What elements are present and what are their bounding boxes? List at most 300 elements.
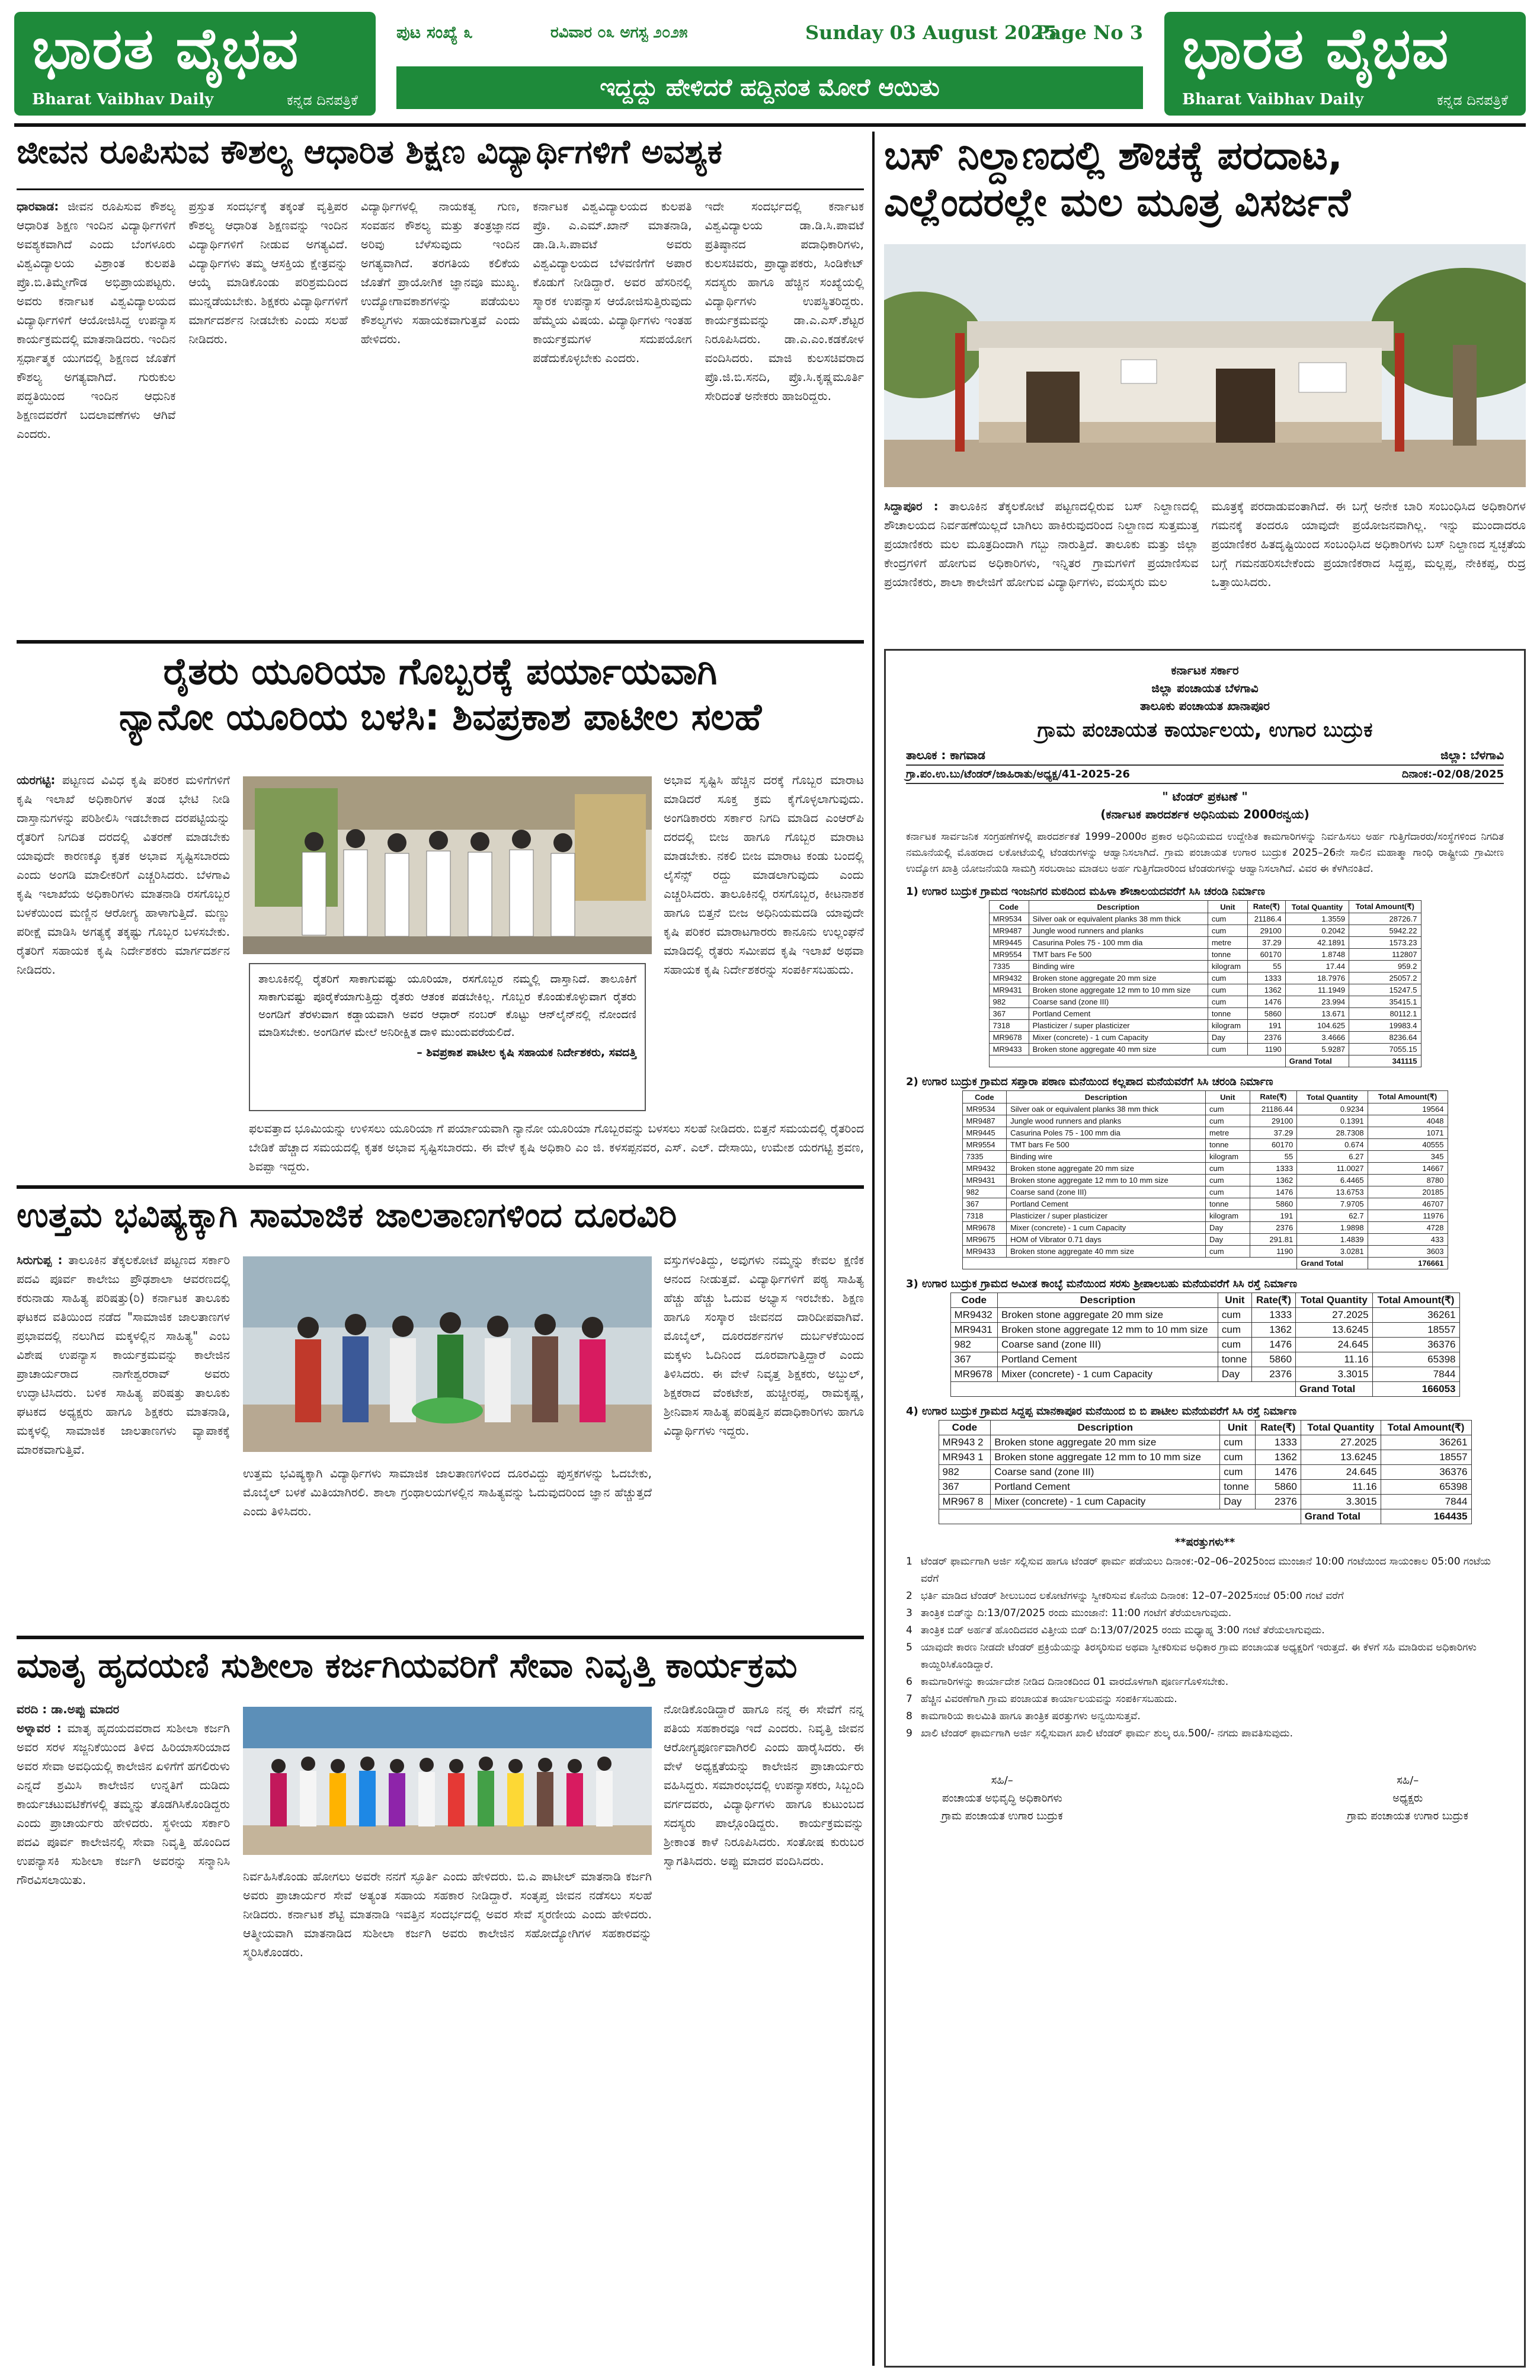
table-cell: 0.2042 (1285, 925, 1349, 937)
bill-of-materials-table-1 (989, 900, 1421, 1067)
table-cell: 60170 (1250, 1139, 1297, 1151)
article-body-mid (243, 1867, 652, 2365)
table-cell: Broken stone aggregate 12 mm to 10 mm size (1007, 1175, 1206, 1186)
table-cell: 367 (950, 1352, 997, 1367)
table-cell: 5860 (1255, 1480, 1301, 1495)
condition-number: 7 (906, 1693, 913, 1705)
column-header: Total Quantity (1297, 1091, 1368, 1103)
table-cell: kilogram (1208, 1020, 1247, 1032)
table-cell: cum (1218, 1323, 1251, 1338)
table-cell: Broken stone aggregate 40 mm size (1007, 1246, 1206, 1258)
condition-text: ಹೆಚ್ಚಿನ ವಿವರಣೆಗಾಗಿ ಗ್ರಾಮ ಪಂಚಾಯತ ಕಾರ್ಯಾಲಯವನ್ನು ಸಂಪರ್ಕಿಸಬಹುದು. (920, 1693, 1177, 1705)
logo-english-name: Bharat Vaibhav Daily (1182, 91, 1364, 108)
table-cell: 7318 (962, 1210, 1007, 1222)
column-header: Unit (1208, 901, 1247, 913)
notice-taluk-panchayat: ತಾಲೂಕು ಪಂಚಾಯತ ಖಾನಾಪೂರ (1139, 699, 1270, 713)
bill-of-materials-table-4 (939, 1420, 1472, 1524)
table-cell: Plasticizer / super plasticizer (1029, 1020, 1208, 1032)
article-paragraph: ಮೂತ್ರಕ್ಕೆ ಪರದಾಡುವಂತಾಗಿದೆ. ಈ ಬಗ್ಗೆ ಅನೇಕ ಬಾರಿ ಸಂಬಂಧಿಸಿದ ಅಧಿಕಾರಿಗಳ ಗಮನಕ್ಕೆ ತಂದರೂ ಯಾವುದೇ ಪ್ರಯೋಜನವಾಗಿಲ್ಲ. ಇನ್ನು ಮುಂದಾದರೂ ಪ್ರಯಾಣಿಕರ ಹಿತದೃಷ್ಟಿಯಿಂದ ಸಂಬಂಧಿಸಿದ ಅಧಿಕಾರಿಗಳು ಬಸ್ ನಿಲ್ದಾಣದ ಸ್ವಚ್ಛತೆಯ ಬಗ್ಗೆ ಗಮನಹರಿಸಬೇಕೆಂದು ಪ್ರಯಾಣಿಕರಾದ ಸಿದ್ದಪ್ಪ, ಮಲ್ಲಪ್ಪ, ನೇಕಿಕಪ್ಪ, ರುದ್ರ ಒತ್ತಾಯಿಸಿದರು. (1211, 499, 1526, 589)
table-row (989, 949, 1421, 961)
logo-title: ಭಾರತ ವೈಭವ (32, 15, 300, 82)
table-cell: 1476 (1250, 1186, 1297, 1198)
table-cell: 18557 (1381, 1450, 1471, 1465)
signature-line: ಪಂಚಾಯತ ಅಭಿವೃದ್ಧಿ ಅಧಿಕಾರಿಗಳು (942, 1792, 1062, 1805)
table-cell: Mixer (concrete) - 1 cum Capacity (991, 1495, 1220, 1509)
table-cell: 1476 (1247, 996, 1285, 1008)
table-cell: 3603 (1368, 1246, 1448, 1258)
masthead (14, 12, 1526, 116)
table-row (962, 1127, 1448, 1139)
table-cell: Silver oak or equivalent planks 38 mm thick (1007, 1103, 1206, 1115)
table-cell: 11976 (1368, 1210, 1448, 1222)
table-cell: 13.671 (1285, 1008, 1349, 1020)
table-cell: Portland Cement (991, 1480, 1220, 1495)
article-paragraph: ತಾಲೂಕಿನ ತೆಕ್ಕಲಕೋಟೆ ಪಟ್ಟಣದ ಸರ್ಕಾರಿ ಪದವಿ ಪೂರ್ವ ಕಾಲೇಜು ಪ್ರೌಢಶಾಲಾ ಆವರಣದಲ್ಲಿ ಕರುನಾಡು ಸಾಹಿತ್ಯ ಪರಿಷತ್ತು(ರಿ) ಕರ್ನಾಟಕ ತಾಲೂಕು ಘಟಕದ ವತಿಯಿಂದ ನಡೆದ "ಸಾಮಾಜಿಕ ಜಾಲತಾಣಗಳ ಪ್ರಭಾವದಲ್ಲಿ ನಲುಗಿದ ಮಕ್ಕಳಲ್ಲಿನ ಸಾಹಿತ್ಯ" ಎಂಬ ವಿಶೇಷ ಉಪನ್ಯಾಸ ಕಾರ್ಯಕ್ರಮವನ್ನು ಕಾಲೇಜಿನ ಪ್ರಾಚಾರ್ಯರಾದ ನಾಗೇಶ್ವರರಾವ್ ಅವರು ಉದ್ಘಾಟಿಸಿದರು. ಬಳಿಕ ಸಾಹಿತ್ಯ ಪರಿಷತ್ತು ತಾಲೂಕು ಘಟಕದ ಅಧ್ಯಕ್ಷರು ಹಾಗೂ ಶಿಕ್ಷಕರು ಮಾತನಾಡಿ, ಮಕ್ಕಳಲ್ಲಿ ಸಾಮಾಜಿಕ ಜಾಲತಾಣಗಳು ವ್ಯಾಪಾಕಕ್ಕೆ ಮಾರಕವಾಗುತ್ತಿವೆ. (17, 1253, 230, 1457)
table-cell: Day (1206, 1234, 1250, 1246)
notice-office: ಗ್ರಾಮ ಪಂಚಾಯತ ಕಾರ್ಯಾಲಯ, ಉಗಾರ ಬುದ್ರುಕ (1037, 718, 1373, 742)
table-cell: MR9534 (962, 1103, 1007, 1115)
table-cell: 28726.7 (1349, 913, 1421, 925)
notice-intro: ಕರ್ನಾಟಕ ಸಾರ್ವಜನಿಕ ಸಂಗ್ರಹಣೆಗಳಲ್ಲಿ ಪಾರದರ್ಶಕತೆ 1999–2000ರ ಪ್ರಕಾರ ಅಧಿನಿಯಮದ ಉದ್ದೇಶಿತ ಕಾಮಗಾರಿಗಳನ್ನು ನಿರ್ವಹಿಸಲು ಅರ್ಹ ಗುತ್ತಿಗೆದಾರರು/ಸಂಸ್ಥೆಗಳಿಂದ ನಿಗದಿತ ನಮೂನೆಯಲ್ಲಿ ಮೊಹರಾದ ಲಕೋಟೆಯಲ್ಲಿ ಟೆಂಡರುಗಳನ್ನು ಆಹ್ವಾನಿಸಲಾಗಿದೆ. ಗ್ರಾಮ ಪಂಚಾಯತ ಉಗಾರ ಬುದ್ರುಕ 2025–26ನೇ ಸಾಲಿನ ಮಹಾತ್ಮಾ ಗಾಂಧಿ ರಾಷ್ಟ್ರೀಯ ಗ್ರಾಮೀಣ ಉದ್ಯೋಗ ಖಾತ್ರಿ ಯೋಜನೆಯಡಿ ಸಾಮಗ್ರಿ ಸರಬರಾಜು ಮಾಡಲು ಅರ್ಹ ಗುತ್ತಿಗೆದಾರರಿಂದ ಟೆಂಡರುಗಳನ್ನು ಆಹ್ವಾನಿಸಲಾಗಿದೆ. ವಿವರ ಈ ಕೆಳಗಿನಂತಿದೆ. (906, 831, 1504, 875)
table-cell: 4728 (1368, 1222, 1448, 1234)
bill-of-materials-table-3 (950, 1293, 1460, 1397)
article-paragraph: ನೋಡಿಕೊಂಡಿದ್ದಾರೆ ಹಾಗೂ ನನ್ನ ಈ ಸೇವೆಗೆ ನನ್ನ ಪತಿಯ ಸಹಕಾರವೂ ಇದೆ ಎಂದರು. ನಿವೃತ್ತಿ ಜೀವನ ಆರೋಗ್ಯಪೂರ್ಣವಾಗಿರಲಿ ಎಂದು ಹಾರೈಸಿದರು. ಈ ವೇಳೆ ಅಧ್ಯಕ್ಷತೆಯನ್ನು ಕಾಲೇಜಿನ ಪ್ರಾಚಾರ್ಯರು ವಹಿಸಿದ್ದರು. ಸಮಾರಂಭದಲ್ಲಿ ಉಪನ್ಯಾಸಕರು, ಸಿಬ್ಬಂದಿ ವರ್ಗದವರು, ವಿದ್ಯಾರ್ಥಿಗಳು ಹಾಗೂ ಕುಟುಂಬದ ಸದಸ್ಯರು ಪಾಲ್ಗೊಂಡಿದ್ದರು. ಕಾರ್ಯಕ್ರಮವನ್ನು ಶ್ರೀಕಾಂತ ಕಾಳೆ ನಿರೂಪಿಸಿದರು. ಸಂತೋಷ ಕುರುಬರ ಸ್ವಾಗತಿಸಿದರು. ಅಪ್ಪು ಮಾದರ ವಂದಿಸಿದರು. (664, 1702, 864, 1868)
notice-taluk: ತಾಲೂಕ : ಕಾಗವಾಡ (906, 748, 985, 762)
article-column (664, 1700, 864, 2363)
table-cell: 14667 (1368, 1163, 1448, 1175)
table-cell: cum (1208, 996, 1247, 1008)
article-paragraph: ಪ್ರಸ್ತುತ ಸಂದರ್ಭಕ್ಕೆ ತಕ್ಕಂತೆ ವೃತ್ತಿಪರ ಕೌಶಲ್ಯ ಆಧಾರಿತ ಶಿಕ್ಷಣವನ್ನು ಇಂದಿನ ವಿದ್ಯಾರ್ಥಿಗಳಿಗೆ ನೀಡುವ ಅಗತ್ಯವಿದೆ. ವಿದ್ಯಾರ್ಥಿಗಳು ತಮ್ಮ ಆಸಕ್ತಿಯ ಕ್ಷೇತ್ರವನ್ನು ಆಯ್ಕೆ ಮಾಡಿಕೊಂಡು ಪರಿಶ್ರಮದಿಂದ ಮುನ್ನಡೆಯಬೇಕು. ಶಿಕ್ಷಕರು ವಿದ್ಯಾರ್ಥಿಗಳಿಗೆ ಮಾರ್ಗದರ್ಶನ ನೀಡಬೇಕು ಎಂದು ಸಲಹೆ ನೀಡಿದರು. (188, 199, 348, 346)
table-cell: 35415.1 (1349, 996, 1421, 1008)
table-cell: 5860 (1252, 1352, 1296, 1367)
notice-zilla-panchayat: ಜಿಲ್ಲಾ ಪಂಚಾಯತ ಬೆಳಗಾವಿ (1151, 681, 1259, 695)
table-cell: 36261 (1372, 1308, 1459, 1323)
article-column (705, 197, 864, 635)
article-column (17, 1700, 230, 2363)
table-cell: cum (1206, 1103, 1250, 1115)
table-cell: MR9445 (962, 1127, 1007, 1139)
bus-stand-toilet-photo (884, 244, 1526, 487)
blank-cell (989, 1055, 1285, 1067)
table-row (939, 1450, 1471, 1465)
table-cell: 0.9234 (1297, 1103, 1368, 1115)
table-cell: 345 (1368, 1151, 1448, 1163)
table-row (989, 1032, 1421, 1044)
article-column (17, 1250, 230, 1630)
signature-line: ಸಹಿ/– (991, 1774, 1013, 1787)
table-cell: MR9431 (989, 984, 1029, 996)
column-header: Total Quantity (1285, 901, 1349, 913)
logo-title: ಭಾರತ ವೈಭವ (1182, 15, 1450, 82)
table-cell: 1190 (1247, 1044, 1285, 1055)
condition-item (906, 1605, 1504, 1622)
condition-text: ಭರ್ತಿ ಮಾಡಿದ ಟೆಂಡರ್ ಶೀಲುಬಂದ ಲಕೋಟೆಗಳನ್ನು ಸ್ವೀಕರಿಸುವ ಕೊನೆಯ ದಿನಾಂಕ: 12–07–2025ಸಂಜೆ 05:00 ಗಂಟೆ ವರೆಗೆ (920, 1590, 1344, 1602)
notice-location-line (906, 746, 1504, 766)
table-cell: 1.9898 (1297, 1222, 1368, 1234)
table-cell: cum (1206, 1246, 1250, 1258)
table-cell: 40555 (1368, 1139, 1448, 1151)
condition-item (906, 1553, 1504, 1588)
article-column (243, 1867, 652, 2365)
article-body-right (664, 770, 864, 1108)
table-cell: cum (1220, 1450, 1255, 1465)
article-paragraph: ಫಲವತ್ತಾದ ಭೂಮಿಯನ್ನು ಉಳಿಸಲು ಯೂರಿಯಾ ಗೆ ಪರ್ಯಾಯವಾಗಿ ನ್ಯಾನೋ ಯೂರಿಯಾ ಗೊಬ್ಬರವನ್ನು ಬಳಸಲು ಸಲಹೆ ನೀಡಿದರು. ಬಿತ್ತನೆ ಸಮಯದಲ್ಲಿ ರೈತರಿಂದ ಬೇಡಿಕೆ ಹೆಚ್ಚಾದ ಸಮಯದಲ್ಲಿ ಕೃತಕ ಅಭಾವ ಸೃಷ್ಟಿಸಬಾರದು. ಈ ವೇಳೆ ಕೃಷಿ ಅಧಿಕಾರಿ ಎಂ ಜಿ. ಕಳಸಪ್ಪನವರ, ಎಸ್. ಎಲ್. ದೇಸಾಯಿ, ಉಮೇಶ ಯರಗಟ್ಟಿ ಶ್ರವಣ, ಶಿವಪ್ಪಾ ಇದ್ದರು. (249, 1121, 864, 1173)
article-body-bottom (243, 1464, 652, 1630)
table-cell: 6.4465 (1297, 1175, 1368, 1186)
dateline: ಸಿರುಗುಪ್ಪ : (17, 1253, 63, 1267)
table-cell: MR9678 (962, 1222, 1007, 1234)
table-cell: 29100 (1247, 925, 1285, 937)
condition-item (906, 1639, 1504, 1674)
column-header: Description (1029, 901, 1208, 913)
article-body (17, 197, 864, 635)
table-cell: Day (1218, 1367, 1251, 1382)
table-cell: cum (1218, 1308, 1251, 1323)
article-column (17, 197, 175, 635)
table-cell: cum (1218, 1338, 1251, 1352)
table-cell: 433 (1368, 1234, 1448, 1246)
table-cell: MR9432 (989, 973, 1029, 984)
table-cell: MR967 8 (939, 1495, 991, 1509)
table-cell: 11.1949 (1285, 984, 1349, 996)
table-row (950, 1352, 1459, 1367)
table-cell: 8236.64 (1349, 1032, 1421, 1044)
table-cell: Broken stone aggregate 12 mm to 10 mm size (991, 1450, 1220, 1465)
headline-underline (17, 188, 864, 190)
article-column (361, 197, 520, 635)
section-1-title: 1) ಉಗಾರ ಬುದ್ರುಕ ಗ್ರಾಮದ ಇಂಜನಿಗರ ಮಠದಿಂದ ಮಹಿಳಾ ಶೌಚಾಲಯದವರೆಗೆ ಸಿಸಿ ಚರಂಡಿ ನಿರ್ಮಾಣ (906, 885, 1265, 898)
table-cell: 1476 (1252, 1338, 1296, 1352)
table-cell: metre (1206, 1127, 1250, 1139)
table-cell: 13.6753 (1297, 1186, 1368, 1198)
table-cell: 2376 (1250, 1222, 1297, 1234)
article-body-right (664, 1250, 864, 1630)
blank-cell (962, 1258, 1297, 1269)
table-cell: MR9534 (989, 913, 1029, 925)
table-cell: 24.645 (1296, 1338, 1373, 1352)
table-cell: 1071 (1368, 1127, 1448, 1139)
table-cell: MR9433 (989, 1044, 1029, 1055)
table-cell: Broken stone aggregate 40 mm size (1029, 1044, 1208, 1055)
table-cell: Broken stone aggregate 20 mm size (1007, 1163, 1206, 1175)
grand-total-label: Grand Total (1285, 1055, 1349, 1067)
table-row (962, 1198, 1448, 1210)
signature-line: ಅಧ್ಯಕ್ಷರು (1392, 1792, 1423, 1805)
retirement-felicitation-photo (243, 1707, 652, 1855)
signature-line: ಗ್ರಾಮ ಪಂಚಾಯತ ಉಗಾರ ಬುದ್ರುಕ (1347, 1810, 1468, 1822)
headline-line-1: ರೈತರು ಯೂರಿಯಾ ಗೊಬ್ಬರಕ್ಕೆ ಪರ್ಯಾಯವಾಗಿ (163, 650, 718, 693)
byline: ವರದಿ : ಡಾ.ಅಪ್ಪು ಮಾದರ (17, 1702, 120, 1716)
table-cell: Coarse sand (zone III) (997, 1338, 1218, 1352)
table-cell: tonne (1208, 949, 1247, 961)
table-cell: 42.1891 (1285, 937, 1349, 949)
masthead-tagline: ಇದ್ದದ್ದು ಹೇಳಿದರೆ ಹದ್ದಿನಂತ ಮೋರೆ ಆಯಿತು (396, 66, 1143, 109)
table-cell: Day (1208, 1032, 1247, 1044)
masthead-divider (14, 123, 1526, 127)
table-cell: Mixer (concrete) - 1 cum Capacity (997, 1367, 1218, 1382)
column-header: Description (991, 1421, 1220, 1435)
table-cell: 6.27 (1297, 1151, 1368, 1163)
article-paragraph: ವಸ್ತುಗಳಂತಿದ್ದು, ಅವುಗಳು ನಮ್ಮನ್ನು ಕೇವಲ ಕ್ಷಣಿಕ ಆನಂದ ನೀಡುತ್ತವೆ. ವಿದ್ಯಾರ್ಥಿಗಳಿಗೆ ಪಠ್ಯ ಸಾಹಿತ್ಯ ಹೆಚ್ಚು ಹೆಚ್ಚು ಓದುವ ಅಭ್ಯಾಸ ಇರಬೇಕು. ಶಿಕ್ಷಣ ಹಾಗೂ ಸಂಸ್ಕಾರ ಜೀವನದ ದಾರಿದೀಪವಾಗಿವೆ. ಮೊಬೈಲ್, ದೂರದರ್ಶನಗಳ ದುರ್ಬಳಕೆಯಿಂದ ಮಕ್ಕಳು ಓದಿನಿಂದ ದೂರವಾಗುತ್ತಿದ್ದಾರೆ ಎಂದು ತಿಳಿಸಿದರು. ಈ ವೇಳೆ ನಿವೃತ್ತ ಶಿಕ್ಷಕರು, ಅಬ್ದುಲ್, ಶಿಕ್ಷಕರಾದ ವೆಂಕಟೇಶ, ಹುಚ್ಚೀರಪ್ಪ, ರಾಮಕೃಷ್ಣ, ಶ್ರೀನಿವಾಸ ಸಾಹಿತ್ಯ ಪರಿಷತ್ತಿನ ಪದಾಧಿಕಾರಿಗಳು ಹಾಗೂ ವಿದ್ಯಾರ್ಥಿಗಳು ಇದ್ದರು. (664, 1253, 864, 1438)
column-header: Total Quantity (1301, 1421, 1381, 1435)
condition-number: 8 (906, 1710, 913, 1722)
headline-line-2: ನ್ಯಾನೋ ಯೂರಿಯ ಬಳಸಿ: ಶಿವಪ್ರಕಾಶ ಪಾಟೀಲ ಸಲಹೆ (119, 695, 762, 739)
table-cell: 80112.1 (1349, 1008, 1421, 1020)
column-header: Code (939, 1421, 991, 1435)
table-cell: 112807 (1349, 949, 1421, 961)
masthead-logo-right (1164, 12, 1526, 116)
column-header: Rate(₹) (1247, 901, 1285, 913)
table-cell: 27.2025 (1296, 1308, 1373, 1323)
table-cell: 1362 (1247, 984, 1285, 996)
condition-number: 4 (906, 1624, 913, 1636)
table-cell: MR9554 (989, 949, 1029, 961)
table-cell: 13.6245 (1296, 1323, 1373, 1338)
article-paragraph: ಮಾತೃ ಹೃದಯದವರಾದ ಸುಶೀಲಾ ಕರ್ಜಗಿ ಅವರ ಸರಳ ಸಜ್ಜನಿಕೆಯಿಂದ ತಿಳಿದ ಹಿರಿಯಾಸರಿಯಾದ ಅವರ ಸೇವಾ ಅವಧಿಯಲ್ಲಿ ಕಾಲೇಜಿನ ಏಳಿಗೆಗೆ ಹಗಲಿರುಳು ಎನ್ನದೆ ಶ್ರಮಿಸಿ ಕಾಲೇಜಿನ ಉನ್ನತಿಗೆ ದುಡಿದು ಕಾರ್ಯಚಟುವಟಿಕೆಗಳಲ್ಲಿ ತಮ್ಮನ್ನು ತೊಡಗಿಸಿಕೊಂಡಿದ್ದರು ಎಂದು ಪ್ರಾಚಾರ್ಯರು ಹೇಳಿದರು. ಸ್ಥಳೀಯ ಸರ್ಕಾರಿ ಪದವಿ ಪೂರ್ವ ಕಾಲೇಜಿನಲ್ಲಿ ಸೇವಾ ನಿವೃತ್ತಿ ಹೊಂದಿದ ಉಪನ್ಯಾಸಕಿ ಸುಶೀಲಾ ಕರ್ಜಗಿ ಅವರನ್ನು ಸನ್ಮಾನಿಸಿ ಗೌರವಿಸಲಾಯಿತು. (17, 1721, 230, 1887)
logo-english-name: Bharat Vaibhav Daily (32, 91, 214, 108)
table-cell: tonne (1206, 1139, 1250, 1151)
column-header: Unit (1206, 1091, 1250, 1103)
condition-number: 2 (906, 1590, 913, 1602)
table-cell: 104.625 (1285, 1020, 1349, 1032)
table-cell: 62.7 (1297, 1210, 1368, 1222)
article-column (243, 1464, 652, 1630)
table-cell: 17.44 (1285, 961, 1349, 973)
table-row (962, 1115, 1448, 1127)
table-cell: Jungle wood runners and planks (1007, 1115, 1206, 1127)
signature-line: ಗ್ರಾಮ ಪಂಚಾಯತ ಉಗಾರ ಬುದ್ರುಕ (942, 1810, 1063, 1822)
table-cell: cum (1208, 925, 1247, 937)
article-column (533, 197, 691, 635)
column-header: Total Amount(₹) (1368, 1091, 1448, 1103)
table-cell: 21186.44 (1250, 1103, 1297, 1115)
table-cell: 5942.22 (1349, 925, 1421, 937)
grand-total-label: Grand Total (1296, 1382, 1373, 1397)
notice-subtitle: (ಕರ್ನಾಟಕ ಪಾರದರ್ಶಕ ಅಧಿನಿಯಮ 2000ರನ್ವಯ) (1100, 807, 1310, 821)
article-headline (17, 650, 864, 739)
issue-info (396, 17, 1143, 52)
table-cell: 7844 (1381, 1495, 1471, 1509)
grand-total-row (989, 1055, 1421, 1067)
table-cell: 25057.2 (1349, 973, 1421, 984)
table-cell: 982 (950, 1338, 997, 1352)
table-cell: cum (1206, 1115, 1250, 1127)
article-headline: ಮಾತೃ ಹೃದಯಣಿ ಸುಶೀಲಾ ಕರ್ಜಗಿಯವರಿಗೆ ಸೇವಾ ನಿವೃತ್ತಿ ಕಾರ್ಯಕ್ರಮ (17, 1645, 798, 1685)
table-cell: 1573.23 (1349, 937, 1421, 949)
condition-text: ಯಾವುದೇ ಕಾರಣ ನೀಡದೇ ಟೆಂಡರ್ ಪ್ರಕ್ರಿಯೆಯನ್ನು ತಿರಸ್ಕರಿಸುವ ಅಥವಾ ಸ್ವೀಕರಿಸುವ ಅಧಿಕಾರ ಗ್ರಾಮ ಪಂಚಾಯತ ಅಧ್ಯಕ್ಷರಿಗೆ ಇರುತ್ತದೆ. ಈ ಕೆಳಗೆ ಸಹಿ ಮಾಡಿರುವ ಅಧಿಕಾರಿಗಳು ಕಾಯ್ದಿರಿಸಿಕೊಂಡಿದ್ದಾರೆ. (920, 1642, 1477, 1671)
table-cell: tonne (1208, 1008, 1247, 1020)
section-divider (17, 640, 864, 644)
logo-kannada-subtitle: ಕನ್ನಡ ದಿನಪತ್ರಿಕೆ (1436, 92, 1508, 108)
table-cell: MR943 2 (939, 1435, 991, 1450)
table-row (939, 1465, 1471, 1480)
article-paragraph: ಕರ್ನಾಟಕ ವಿಶ್ವವಿದ್ಯಾಲಯದ ಕುಲಪತಿ ಪ್ರೊ. ಎ.ಎಮ್.ಖಾನ್ ಮಾತನಾಡಿ, ಡಾ.ಡಿ.ಸಿ.ಪಾವಟೆ ಅವರು ವಿಶ್ವವಿದ್ಯಾಲಯದ ಬೆಳವಣಿಗೆಗೆ ಅಪಾರ ಕೊಡುಗೆ ನೀಡಿದ್ದಾರೆ. ಅವರ ಹೆಸರಿನಲ್ಲಿ ಸ್ಮಾರಕ ಉಪನ್ಯಾಸ ಆಯೋಜಿಸುತ್ತಿರುವುದು ಹೆಮ್ಮೆಯ ವಿಷಯ. ವಿದ್ಯಾರ್ಥಿಗಳು ಇಂತಹ ಕಾರ್ಯಕ್ರಮಗಳ ಸದುಪಯೋಗ ಪಡೆದುಕೊಳ್ಳಬೇಕು ಎಂದರು. (533, 199, 692, 365)
table-cell: 1476 (1255, 1465, 1301, 1480)
table-cell: 0.674 (1297, 1139, 1368, 1151)
table-cell: 11.16 (1296, 1352, 1373, 1367)
table-cell: Portland Cement (1029, 1008, 1208, 1020)
column-header: Total Amount(₹) (1372, 1293, 1459, 1308)
table-cell: 36376 (1381, 1465, 1471, 1480)
notice-district: ಜಿಲ್ಲಾ: ಬೆಳಗಾವಿ (1440, 748, 1504, 762)
table-cell: MR9487 (989, 925, 1029, 937)
table-cell: 13.6245 (1301, 1450, 1381, 1465)
bill-of-materials-table-2 (962, 1090, 1448, 1269)
tender-notice (884, 649, 1526, 2368)
condition-text: ತಾಂತ್ರಿಕ ಬಿಡ್ ಅರ್ಹತೆ ಹೊಂದಿದವರ ವಿತ್ತೀಯ ಬಿಡ್ ದಿ:13/07/2025 ರಂದು ಮಧ್ಯಾಹ್ನ 3:00 ಗಂಟೆ ತೆರೆಯಲಾಗುವುದು. (920, 1624, 1325, 1636)
dateline: ಯರಗಟ್ಟಿ: (17, 773, 56, 787)
table-header-row (962, 1091, 1448, 1103)
table-cell: 1.8748 (1285, 949, 1349, 961)
column-header: Total Quantity (1296, 1293, 1373, 1308)
table-cell: Coarse sand (zone III) (991, 1465, 1220, 1480)
article-body-bottom (249, 1119, 864, 1178)
article-body-right (664, 1700, 864, 2363)
table-cell: 24.645 (1301, 1465, 1381, 1480)
page-number: Page No 3 (1035, 21, 1143, 44)
signature-right (1347, 1772, 1468, 1825)
grand-total-value: 166053 (1372, 1382, 1459, 1397)
condition-item (906, 1725, 1504, 1742)
table-row (962, 1210, 1448, 1222)
table-cell: kilogram (1208, 961, 1247, 973)
table-cell: 3.4666 (1285, 1032, 1349, 1044)
table-cell: 15247.5 (1349, 984, 1421, 996)
table-cell: cum (1206, 1163, 1250, 1175)
table-cell: cum (1206, 1175, 1250, 1186)
table-cell: kilogram (1206, 1210, 1250, 1222)
table-cell: Coarse sand (zone III) (1029, 996, 1208, 1008)
table-cell: 1362 (1252, 1323, 1296, 1338)
quote-box (249, 963, 646, 1111)
table-row (989, 1044, 1421, 1055)
table-cell: 46707 (1368, 1198, 1448, 1210)
grand-total-row (962, 1258, 1448, 1269)
section-4-title: 4) ಉಗಾರ ಬುದ್ರುಕ ಗ್ರಾಮದ ಸಿದ್ದಪ್ಪ ಮಾನಕಾಪೂರ ಮನೆಯಿಂದ ಬಿ ಬಿ ಪಾಟೀಲ ಮನೆಯವರೆಗೆ ಸಿಸಿ ರಸ್ತೆ ನಿರ್ಮಾಣ (906, 1405, 1297, 1418)
table-row (989, 996, 1421, 1008)
table-cell: 982 (962, 1186, 1007, 1198)
table-header-row (939, 1421, 1471, 1435)
table-cell: Broken stone aggregate 12 mm to 10 mm size (1029, 984, 1208, 996)
condition-item (906, 1674, 1504, 1691)
condition-text: ಖಾಲಿ ಟೆಂಡರ್ ಫಾರ್ಮಗಾಗಿ ಅರ್ಜಿ ಸಲ್ಲಿಸುವಾಗ ಖಾಲಿ ಟೆಂಡರ್ ಫಾರ್ಮ ಶುಲ್ಕ ರೂ.500/- ನಗದು ಪಾವತಿಸುವುದು. (920, 1728, 1293, 1739)
column-header: Code (989, 901, 1029, 913)
table-row (989, 961, 1421, 973)
article-body (884, 497, 1526, 639)
blank-cell (950, 1382, 1296, 1397)
table-cell: MR9675 (962, 1234, 1007, 1246)
condition-item (906, 1588, 1504, 1605)
article-paragraph: ಅಭಾವ ಸೃಷ್ಟಿಸಿ ಹೆಚ್ಚಿನ ದರಕ್ಕೆ ಗೊಬ್ಬರ ಮಾರಾಟ ಮಾಡಿದರೆ ಸೂಕ್ತ ಕ್ರಮ ಕೈಗೊಳ್ಳಲಾಗುವುದು. ಅಂಗಡಿಕಾರರು ಸರ್ಕಾರ ನಿಗದಿ ಮಾಡಿದ ಎಂಆರ್‌ಪಿ ದರದಲ್ಲಿ ಬೀಜ ಹಾಗೂ ಗೊಬ್ಬರ ಮಾರಾಟ ಮಾಡಬೇಕು. ನಕಲಿ ಬೀಜ ಮಾರಾಟ ಕಂಡು ಬಂದಲ್ಲಿ ಲೈಸೆನ್ಸ್ ರದ್ದು ಮಾಡಲಾಗುವುದು ಎಂದು ಎಚ್ಚರಿಸಿದರು. ತಾಲೂಕಿನಲ್ಲಿ ರಸಗೊಬ್ಬರ, ಕೀಟನಾಶಕ ಹಾಗೂ ಬಿತ್ತನೆ ಬೀಜ ಅಧಿನಿಯಮದಡಿ ಯಾವುದೇ ಕೃಷಿ ಪರಿಕರ ಮಾರಾಟಗಾರರು ಕಾನೂನು ಉಲ್ಲಂಘನೆ ಮಾಡಿದಲ್ಲಿ ರೈತರು ಸಮೀಪದ ಕೃಷಿ ಇಲಾಖೆ ಅಥವಾ ಸಹಾಯಕ ಕೃಷಿ ನಿರ್ದೇಶಕರನ್ನು ಸಂಪರ್ಕಿಸಬಹುದು. (664, 773, 864, 977)
table-cell: 1.3559 (1285, 913, 1349, 925)
article-column (17, 770, 230, 1102)
table-cell: 2376 (1247, 1032, 1285, 1044)
article-column (188, 197, 347, 635)
table-cell: 18557 (1372, 1323, 1459, 1338)
table-cell: 7335 (989, 961, 1029, 973)
grand-total-label: Grand Total (1301, 1509, 1381, 1524)
table-cell: 1333 (1255, 1435, 1301, 1450)
table-cell: kilogram (1206, 1151, 1250, 1163)
table-cell: cum (1208, 973, 1247, 984)
table-cell: 55 (1250, 1151, 1297, 1163)
article-body-left (17, 1250, 230, 1630)
column-header: Unit (1218, 1293, 1251, 1308)
column-header: Unit (1220, 1421, 1255, 1435)
table-row (950, 1367, 1459, 1382)
dateline: ಸಿದ್ದಾಪೂರ : (884, 499, 939, 513)
table-row (962, 1222, 1448, 1234)
table-cell: TMT bars Fe 500 (1029, 949, 1208, 961)
table-cell: Portland Cement (997, 1352, 1218, 1367)
table-cell: 3.3015 (1301, 1495, 1381, 1509)
condition-number: 9 (906, 1728, 913, 1739)
column-header: Rate(₹) (1255, 1421, 1301, 1435)
table-row (989, 1008, 1421, 1020)
table-cell: HOM of Vibrator 0.71 days (1007, 1234, 1206, 1246)
condition-number: 3 (906, 1607, 913, 1619)
conditions-list (906, 1553, 1504, 1742)
table-row (962, 1175, 1448, 1186)
table-cell: Coarse sand (zone III) (1007, 1186, 1206, 1198)
table-cell: 7055.15 (1349, 1044, 1421, 1055)
table-cell: MR9487 (962, 1115, 1007, 1127)
table-cell: 367 (989, 1008, 1029, 1020)
table-cell: 2376 (1255, 1495, 1301, 1509)
conditions-title: **ಷರತ್ತುಗಳು** (1174, 1536, 1235, 1549)
column-header: Rate(₹) (1250, 1091, 1297, 1103)
table-cell: metre (1208, 937, 1247, 949)
section-2-title: 2) ಉಗಾರ ಬುದ್ರುಕ ಗ್ರಾಮದ ಸಪ್ತಾರಾ ಪಠಾಣ ಮನೆಯಿಂದ ಕಲ್ಲಪಾದ ಮನೆಯವರೆಗೆ ಸಿಸಿ ಚರಂಡಿ ನಿರ್ಮಾಣ (906, 1076, 1273, 1088)
table-cell: Plasticizer / super plasticizer (1007, 1210, 1206, 1222)
condition-number: 1 (906, 1556, 913, 1568)
table-row (950, 1338, 1459, 1352)
table-cell: 0.1391 (1297, 1115, 1368, 1127)
table-row (989, 973, 1421, 984)
signature-block (906, 1772, 1504, 1825)
table-row (962, 1163, 1448, 1175)
section-3-title: 3) ಉಗಾರ ಬುದ್ರುಕ ಗ್ರಾಮದ ಅಮೀತ ಕಾಂಬ್ಳೆ ಮನೆಯಿಂದ ಸರಸು ಶ್ರೀಪಾಲಬಹು ಮನೆಯವರೆಗೆ ಸಿಸಿ ರಸ್ತೆ ನಿರ್ಮಾಣ (906, 1278, 1298, 1290)
column-header: Rate(₹) (1252, 1293, 1296, 1308)
table-row (989, 925, 1421, 937)
table-cell: 191 (1247, 1020, 1285, 1032)
headline-line-1: ಬಸ್ ನಿಲ್ದಾಣದಲ್ಲಿ ಶೌಚಕ್ಕೆ ಪರದಾಟ, (884, 133, 1343, 178)
table-row (962, 1139, 1448, 1151)
column-header: Description (1007, 1091, 1206, 1103)
condition-text: ಟೆಂಡರ್ ಫಾರ್ಮಗಾಗಿ ಅರ್ಜಿ ಸಲ್ಲಿಸುವ ಹಾಗೂ ಟೆಂಡರ್ ಫಾರ್ಮ ಪಡೆಯಲು ದಿನಾಂಕ:-02–06–2025ರಿಂದ ಮುಂಜಾನೆ 10:00 ಗಂಟೆಯಿಂದ ಸಾಯಂಕಾಲ 05:00 ಗಂಟೆಯ ವರೆಗೆ (920, 1556, 1491, 1585)
table-cell: Jungle wood runners and planks (1029, 925, 1208, 937)
table-cell: 7844 (1372, 1367, 1459, 1382)
page-volume: ಪುಟ ಸಂಖ್ಯೆ ೩ (396, 23, 473, 42)
condition-number: 5 (906, 1642, 913, 1653)
table-cell: Broken stone aggregate 20 mm size (991, 1435, 1220, 1450)
table-cell: Broken stone aggregate 20 mm size (1029, 973, 1208, 984)
article-paragraph: ಇದೇ ಸಂದರ್ಭದಲ್ಲಿ ಕರ್ನಾಟಕ ವಿಶ್ವವಿದ್ಯಾಲಯ ಡಾ.ಡಿ.ಸಿ.ಪಾವಟೆ ಪ್ರತಿಷ್ಠಾನದ ಪದಾಧಿಕಾರಿಗಳು, ಕುಲಸಚಿವರು, ಪ್ರಾಧ್ಯಾಪಕರು, ಸಿಂಡಿಕೇಟ್ ಸದಸ್ಯರು ಹಾಗೂ ಹೆಚ್ಚಿನ ಸಂಖ್ಯೆಯಲ್ಲಿ ವಿದ್ಯಾರ್ಥಿಗಳು ಉಪಸ್ಥಿತರಿದ್ದರು. ಕಾರ್ಯಕ್ರಮವನ್ನು ಡಾ.ಎ.ಎಸ್.ಶೆಟ್ಟರ ನಿರೂಪಿಸಿದರು. ಡಾ.ಎ.ಎಂ.ಕಡಕೋಳ ವಂದಿಸಿದರು. ಮಾಜಿ ಕುಲಸಚಿವರಾದ ಪ್ರೊ.ಜಿ.ಬಿ.ಸನದಿ, ಪ್ರೊ.ಸಿ.ಕೃಷ್ಣಮೂರ್ತಿ ಸೇರಿದಂತೆ ಅನೇಕರು ಹಾಜರಿದ್ದರು. (705, 199, 865, 403)
logo-kannada-subtitle: ಕನ್ನಡ ದಿನಪತ್ರಿಕೆ (286, 92, 358, 108)
table-row (962, 1246, 1448, 1258)
table-cell: cum (1220, 1465, 1255, 1480)
table-cell: 1362 (1250, 1175, 1297, 1186)
table-cell: 3.0281 (1297, 1246, 1368, 1258)
column-header: Description (997, 1293, 1218, 1308)
condition-text: ಕಾಮಗಾರಿಯ ಕಾಲಮಿತಿ ಹಾಗೂ ತಾಂತ್ರಿಕ ಷರತ್ತುಗಳು ಅನ್ವಯಿಸುತ್ತವೆ. (920, 1710, 1141, 1722)
table-cell: 37.29 (1250, 1127, 1297, 1139)
table-cell: 11.0027 (1297, 1163, 1368, 1175)
table-cell: Portland Cement (1007, 1198, 1206, 1210)
grand-total-row (939, 1509, 1471, 1524)
lecture-program-photo (243, 1256, 652, 1452)
table-cell: Mixer (concrete) - 1 cum Capacity (1007, 1222, 1206, 1234)
